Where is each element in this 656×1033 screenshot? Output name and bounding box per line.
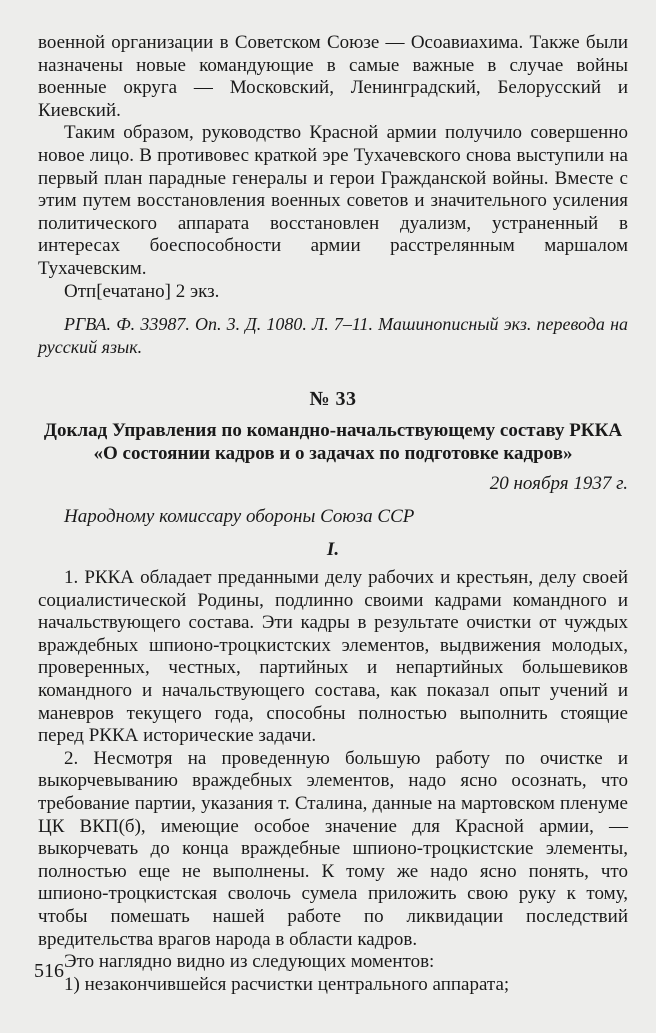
document-title [38,419,628,465]
paragraph-continued: военной организации в Советском Союзе — Осоавиахима. Также были назначены новые командующие в самые важные в случае войны военные округа — Московский, Ленинградский, Белорусский и Киевский. [38,32,628,121]
document-date: 20 ноября 1937 г. [489,473,628,495]
body-paragraph-1: 1. РККА обладает преданными делу рабочих и крестьян, делу своей социалистической Родины, подлинно своими кадрами командного и начальствующего состава. Эти кадры в результате очистки от чуждых враждебных шпионо-троцкистских элементов, выдвижения молодых, проверенных, честных, партийных и непартийных большевиков командного и начальствующего состава, как показал опыт учений и маневров текущего года, способны полностью выполнить стоящие перед РККА исторические задачи. [38,567,628,747]
addressee: Народному комиссару обороны Союза ССР [64,505,415,527]
document-title-line-2: «О состоянии кадров и о задачах по подготовке кадров» [93,443,573,465]
body-paragraph-3: Это наглядно видно из следующих моментов: [64,951,435,973]
document-title-line-1: Доклад Управления по командно-начальствующему составу РККА [43,420,623,442]
body-paragraph-4: 1) незакончившейся расчистки центрального аппарата; [64,973,510,995]
page-number: 516 [34,960,64,982]
paragraph-printed-copies: Отп[ечатано] 2 экз. [64,280,220,302]
archive-source-note: РГВА. Ф. 33987. Оп. 3. Д. 1080. Л. 7–11. Машинописный экз. перевода на русский язык. [38,314,628,357]
section-heading: I. [326,538,340,560]
document-number: № 33 [309,388,357,411]
text-column [38,32,628,996]
paragraph-leadership: Таким образом, руководство Красной армии получило совершенно новое лицо. В противовес краткой эре Тухачевского снова выступили на первый план парадные генералы и герои Гражданской войны. Вместе с этим путем восстановления военных советов и значительного усиления политического аппарата восстановлен дуализм, устраненный в интересах боеспособности армии расстрелянным маршалом Тухачевским. [38,122,628,279]
body-paragraph-2: 2. Несмотря на проведенную большую работу по очистке и выкорчевыванию враждебных элементов, надо ясно осознать, что требование партии, указания т. Сталина, данные на мартовском пленуме ЦК ВКП(б), имеющие особое значение для Красной армии, — выкорчевать до конца враждебные шпионо-троцкистские элементы, полностью еще не выполнены. К тому же надо ясно понять, что шпионо-троцкистская сволочь сумела приложить свою руку к тому, чтобы помешать нашей работе по ликвидации последствий вредительства врагов народа в области кадров. [38,747,628,950]
